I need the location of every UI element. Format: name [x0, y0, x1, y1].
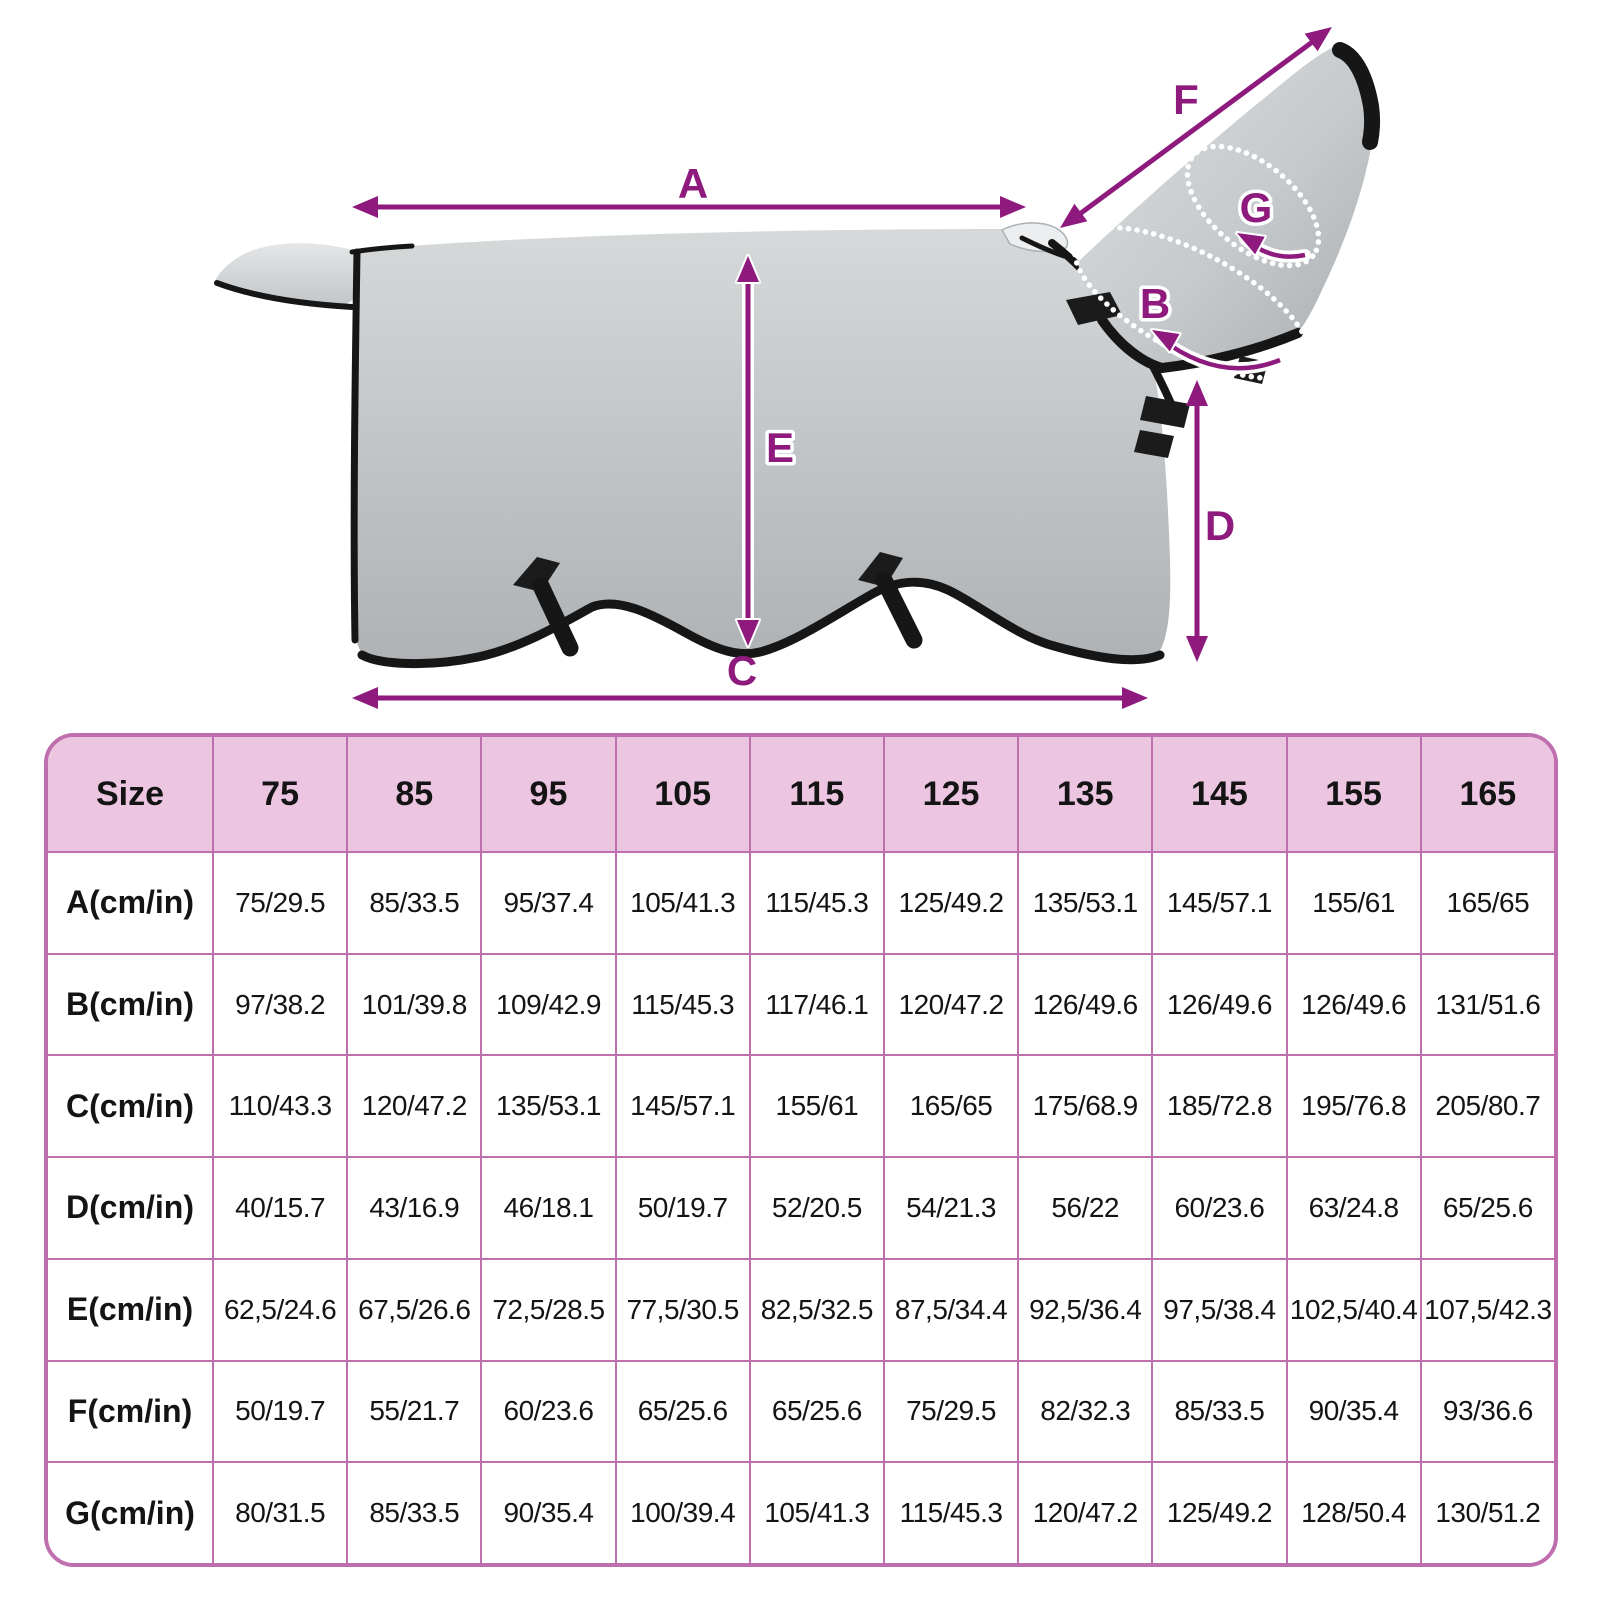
measurement-value-cell: 109/42.9: [481, 954, 615, 1056]
measurement-row: [47, 954, 1555, 1056]
measurement-value-cell: 63/24.8: [1287, 1157, 1421, 1259]
size-column-header: 105: [616, 736, 750, 852]
measurement-value-cell: 67,5/26.6: [347, 1259, 481, 1361]
measurement-value-cell: 90/35.4: [1287, 1361, 1421, 1463]
belly-strap-band: [884, 580, 914, 640]
measure-label-a: A: [677, 160, 709, 207]
measurement-value-cell: 65/25.6: [750, 1361, 884, 1463]
front-edge-trim: [354, 252, 357, 640]
measurement-row: [47, 1157, 1555, 1259]
measurement-value-cell: 205/80.7: [1421, 1055, 1555, 1157]
measurement-value-cell: 126/49.6: [1152, 954, 1286, 1056]
measurement-value-cell: 125/49.2: [1152, 1462, 1286, 1564]
measurement-value-cell: 105/41.3: [616, 852, 750, 954]
measurement-value-cell: 165/65: [1421, 852, 1555, 954]
measure-label-c: C: [726, 647, 758, 694]
measurement-value-cell: 125/49.2: [884, 852, 1018, 954]
measurement-value-cell: 155/61: [750, 1055, 884, 1157]
measurement-value-cell: 120/47.2: [884, 954, 1018, 1056]
measurement-value-cell: 97/38.2: [213, 954, 347, 1056]
size-column-header: 125: [884, 736, 1018, 852]
measure-label-f: F: [1173, 76, 1199, 123]
measurement-value-cell: 82/32.3: [1018, 1361, 1152, 1463]
measurement-value-cell: 117/46.1: [750, 954, 884, 1056]
measurement-value-cell: 65/25.6: [1421, 1157, 1555, 1259]
measurement-value-cell: 102,5/40.4: [1287, 1259, 1421, 1361]
horse-rug-measurement-diagram: [0, 0, 1600, 728]
measurement-value-cell: 135/53.1: [1018, 852, 1152, 954]
measurement-value-cell: 52/20.5: [750, 1157, 884, 1259]
measurement-value-cell: 126/49.6: [1018, 954, 1152, 1056]
size-table-header: [47, 736, 1555, 852]
measure-label-e: E: [765, 424, 795, 471]
measurement-value-cell: 131/51.6: [1421, 954, 1555, 1056]
measurement-value-cell: 50/19.7: [213, 1361, 347, 1463]
measurement-value-cell: 85/33.5: [1152, 1361, 1286, 1463]
measurement-value-cell: 80/31.5: [213, 1462, 347, 1564]
measurement-value-cell: 72,5/28.5: [481, 1259, 615, 1361]
size-table-body: [47, 852, 1555, 1564]
measurement-row-label: D(cm/in): [47, 1157, 213, 1259]
measurement-value-cell: 85/33.5: [347, 1462, 481, 1564]
measurement-value-cell: 92,5/36.4: [1018, 1259, 1152, 1361]
measurement-value-cell: 87,5/34.4: [884, 1259, 1018, 1361]
measurement-value-cell: 128/50.4: [1287, 1462, 1421, 1564]
size-column-header: 85: [347, 736, 481, 852]
size-column-header: 95: [481, 736, 615, 852]
measurement-value-cell: 101/39.8: [347, 954, 481, 1056]
measurement-value-cell: 46/18.1: [481, 1157, 615, 1259]
measurement-value-cell: 115/45.3: [750, 852, 884, 954]
measurement-value-cell: 50/19.7: [616, 1157, 750, 1259]
measurement-value-cell: 175/68.9: [1018, 1055, 1152, 1157]
measurement-value-cell: 185/72.8: [1152, 1055, 1286, 1157]
measurement-value-cell: 145/57.1: [1152, 852, 1286, 954]
measurement-arrow-d: [1186, 380, 1235, 662]
measurement-row: [47, 1361, 1555, 1463]
measurement-value-cell: 93/36.6: [1421, 1361, 1555, 1463]
size-table-container: [44, 733, 1558, 1567]
size-column-header: 165: [1421, 736, 1555, 852]
measurement-value-cell: 77,5/30.5: [616, 1259, 750, 1361]
measurement-value-cell: 105/41.3: [750, 1462, 884, 1564]
size-header-cell: Size: [47, 736, 213, 852]
measurement-value-cell: 54/21.3: [884, 1157, 1018, 1259]
measurement-arrow-a: [352, 160, 1026, 218]
blanket-body: [355, 229, 1170, 664]
measure-label-g: G: [1239, 184, 1273, 231]
measurement-value-cell: 95/37.4: [481, 852, 615, 954]
measurement-row-label: B(cm/in): [47, 954, 213, 1056]
measurement-value-cell: 75/29.5: [884, 1361, 1018, 1463]
size-column-header: 115: [750, 736, 884, 852]
measurement-value-cell: 97,5/38.4: [1152, 1259, 1286, 1361]
measurement-value-cell: 165/65: [884, 1055, 1018, 1157]
measurement-value-cell: 195/76.8: [1287, 1055, 1421, 1157]
measurement-value-cell: 120/47.2: [347, 1055, 481, 1157]
measurement-row-label: C(cm/in): [47, 1055, 213, 1157]
measurement-value-cell: 82,5/32.5: [750, 1259, 884, 1361]
measurement-row: [47, 852, 1555, 954]
measurement-row: [47, 1055, 1555, 1157]
measurement-value-cell: 62,5/24.6: [213, 1259, 347, 1361]
measurement-row-label: E(cm/in): [47, 1259, 213, 1361]
measurement-value-cell: 155/61: [1287, 852, 1421, 954]
measurement-row-label: F(cm/in): [47, 1361, 213, 1463]
tail-flap: [215, 243, 360, 306]
measurement-value-cell: 85/33.5: [347, 852, 481, 954]
measurement-value-cell: 126/49.6: [1287, 954, 1421, 1056]
measurement-value-cell: 55/21.7: [347, 1361, 481, 1463]
size-table: [46, 735, 1556, 1565]
measurement-value-cell: 107,5/42.3: [1421, 1259, 1555, 1361]
measurement-value-cell: 65/25.6: [616, 1361, 750, 1463]
measure-label-b: B: [1139, 280, 1171, 327]
measurement-row-label: G(cm/in): [47, 1462, 213, 1564]
measurement-value-cell: 135/53.1: [481, 1055, 615, 1157]
measurement-value-cell: 40/15.7: [213, 1157, 347, 1259]
measurement-value-cell: 115/45.3: [616, 954, 750, 1056]
measurement-value-cell: 145/57.1: [616, 1055, 750, 1157]
measurement-value-cell: 60/23.6: [481, 1361, 615, 1463]
measurement-value-cell: 60/23.6: [1152, 1157, 1286, 1259]
measurement-value-cell: 120/47.2: [1018, 1462, 1152, 1564]
measurement-value-cell: 43/16.9: [347, 1157, 481, 1259]
size-column-header: 75: [213, 736, 347, 852]
hood: [1078, 46, 1374, 368]
size-column-header: 145: [1152, 736, 1286, 852]
measurement-value-cell: 56/22: [1018, 1157, 1152, 1259]
measurement-value-cell: 100/39.4: [616, 1462, 750, 1564]
size-column-header: 135: [1018, 736, 1152, 852]
measurement-value-cell: 75/29.5: [213, 852, 347, 954]
size-column-header: 155: [1287, 736, 1421, 852]
measurement-value-cell: 110/43.3: [213, 1055, 347, 1157]
measure-label-d: D: [1204, 502, 1236, 549]
measurement-row: [47, 1462, 1555, 1564]
measurement-value-cell: 130/51.2: [1421, 1462, 1555, 1564]
measurement-row: [47, 1259, 1555, 1361]
measurement-row-label: A(cm/in): [47, 852, 213, 954]
measurement-value-cell: 115/45.3: [884, 1462, 1018, 1564]
measurement-value-cell: 90/35.4: [481, 1462, 615, 1564]
